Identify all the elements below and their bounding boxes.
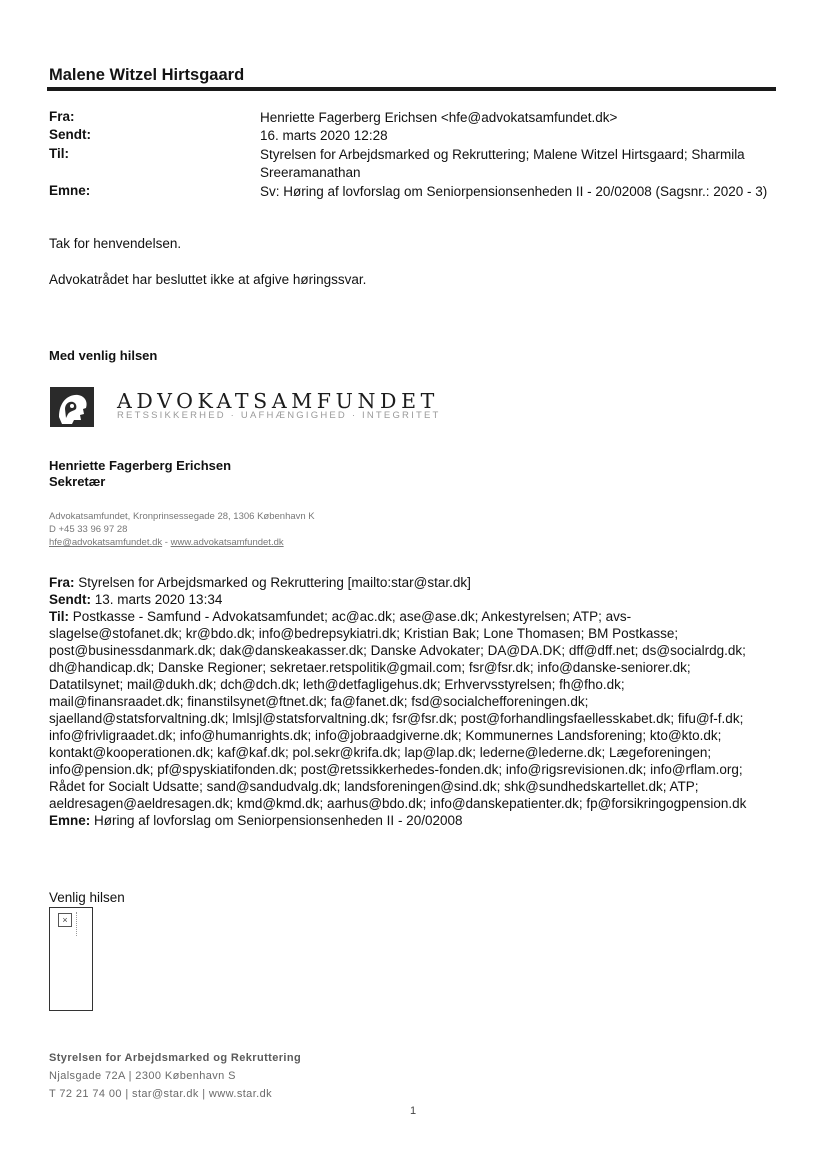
from-value: Henriette Fagerberg Erichsen <hfe@advokatsamfundet.dk> <box>260 110 618 125</box>
body-line-1: Tak for henvendelsen. <box>49 236 182 251</box>
body-line-2: Advokatrådet har besluttet ikke at afgive høringssvar. <box>49 272 367 287</box>
signature-link-separator: - <box>162 537 171 548</box>
star-contact: T 72 21 74 00 | star@star.dk | www.star.dk <box>49 1088 273 1100</box>
fwd-to-line: aeldresagen@aeldresagen.dk; kmd@kmd.dk; aarhus@bdo.dk; info@danskepatienter.dk; fp@forsikringogpension.dk <box>49 796 747 811</box>
signature-web-link[interactable]: www.advokatsamfundet.dk <box>170 537 284 548</box>
star-signature <box>49 1049 301 1103</box>
email-owner-title: Malene Witzel Hirtsgaard <box>49 66 245 84</box>
subject-label: Emne: <box>49 183 91 198</box>
logo-tagline: RETSSIKKERHED · UAFHÆNGIGHED · INTEGRITET <box>117 410 441 421</box>
fwd-to-line: slagelse@stofanet.dk; kr@bdo.dk; info@bedrepsykiatri.dk; Kristian Bak; Lone Thomasen; BM Postkasse; <box>49 626 679 641</box>
signature-role: Sekretær <box>49 474 106 489</box>
star-org-name: Styrelsen for Arbejdsmarked og Rekruttering <box>49 1052 302 1064</box>
image-placeholder-edge <box>76 912 83 936</box>
from-label: Fra: <box>49 109 75 124</box>
signature-block <box>49 458 231 490</box>
sent-value: 16. marts 2020 12:28 <box>260 128 388 143</box>
page-number: 1 <box>410 1105 417 1117</box>
sent-label: Sendt: <box>49 127 91 142</box>
to-label: Til: <box>49 146 69 161</box>
signature-address: Advokatsamfundet, Kronprinsessegade 28, 1306 København K <box>49 511 315 522</box>
fwd-subject-label: Emne: <box>49 813 91 828</box>
fwd-to-line: sjaelland@statsforvaltning.dk; lmlsjl@statsforvaltning.dk; fsr@fsr.dk; post@forhandlingsfaellesskabet.dk; fifu@f-f.dk; <box>49 711 744 726</box>
fwd-subject-value: Høring af lovforslag om Seniorpensionsenheden II - 20/02008 <box>90 813 463 828</box>
fwd-to-line: mail@finansraadet.dk; finanstilsynet@ftnet.dk; fa@fanet.dk; fsd@socialchefforeningen.dk; <box>49 694 589 709</box>
fwd-to-line: Datatilsynet; mail@dukh.dk; dch@dch.dk; leth@detfagligehus.dk; Erhvervsstyrelsen; fh@fho.dk; <box>49 677 625 692</box>
star-address: Njalsgade 72A | 2300 København S <box>49 1070 236 1082</box>
logo-wordmark: ADVOKATSAMFUNDET <box>117 389 439 413</box>
forwarded-header <box>49 574 779 829</box>
signature-phone: D +45 33 96 97 28 <box>49 524 128 535</box>
fwd-to-line: post@businessdanmark.dk; dak@danskeakasser.dk; Danske Advokater; DA@DA.DK; dff@dff.net; ds@socialrdg.dk; <box>49 643 746 658</box>
fwd-to-label: Til: <box>49 609 69 624</box>
fwd-sent-label: Sendt: <box>49 592 91 607</box>
fwd-from-value: Styrelsen for Arbejdsmarked og Rekruttering [mailto:star@star.dk] <box>74 575 471 590</box>
greeting: Med venlig hilsen <box>49 348 158 363</box>
fwd-to-line: kontakt@kooperationen.dk; kaf@kaf.dk; pol.sekr@krifa.dk; lap@lap.dk; lederne@lederne.dk; Lægeforeningen; <box>49 745 712 760</box>
fwd-to-line: info@frivligraadet.dk; info@humanrights.dk; info@jobraadgiverne.dk; Kommunernes Landsforening; kto@kto.dk; <box>49 728 722 743</box>
advokatsamfundet-logo-icon <box>50 387 94 427</box>
to-value: Styrelsen for Arbejdsmarked og Rekruttering; Malene Witzel Hirtsgaard; Sharmila Sreeramanathan <box>260 147 745 180</box>
fwd-to-line: Rådet for Socialt Udsatte; sand@sandudvalg.dk; landsforeningen@sind.dk; shk@sundhedskartellet.dk; ATP; <box>49 779 699 794</box>
title-divider <box>47 87 776 91</box>
closing-greeting: Venlig hilsen <box>49 890 125 905</box>
fwd-to-line: dh@handicap.dk; Danske Regioner; sekretaer.retspolitik@gmail.com; fsr@fsr.dk; info@danske-seniorer.dk; <box>49 660 691 675</box>
fwd-to-line: info@pension.dk; pf@spyskiatifonden.dk; post@retssikkerhedes-fonden.dk; info@rigsrevisionen.dk; info@rflam.org; <box>49 762 743 777</box>
signature-address-block <box>49 510 315 549</box>
subject-value: Sv: Høring af lovforslag om Seniorpensionsenheden II - 20/02008 (Sagsnr.: 2020 - 3) <box>260 184 768 199</box>
fwd-from-label: Fra: <box>49 575 75 590</box>
signature-email-link[interactable]: hfe@advokatsamfundet.dk <box>49 537 163 548</box>
signature-name: Henriette Fagerberg Erichsen <box>49 458 232 473</box>
broken-image-icon: × <box>58 913 72 927</box>
fwd-sent-value: 13. marts 2020 13:34 <box>91 592 223 607</box>
fwd-to-line: Postkasse - Samfund - Advokatsamfundet; ac@ac.dk; ase@ase.dk; Ankestyrelsen; ATP; avs- <box>69 609 632 624</box>
